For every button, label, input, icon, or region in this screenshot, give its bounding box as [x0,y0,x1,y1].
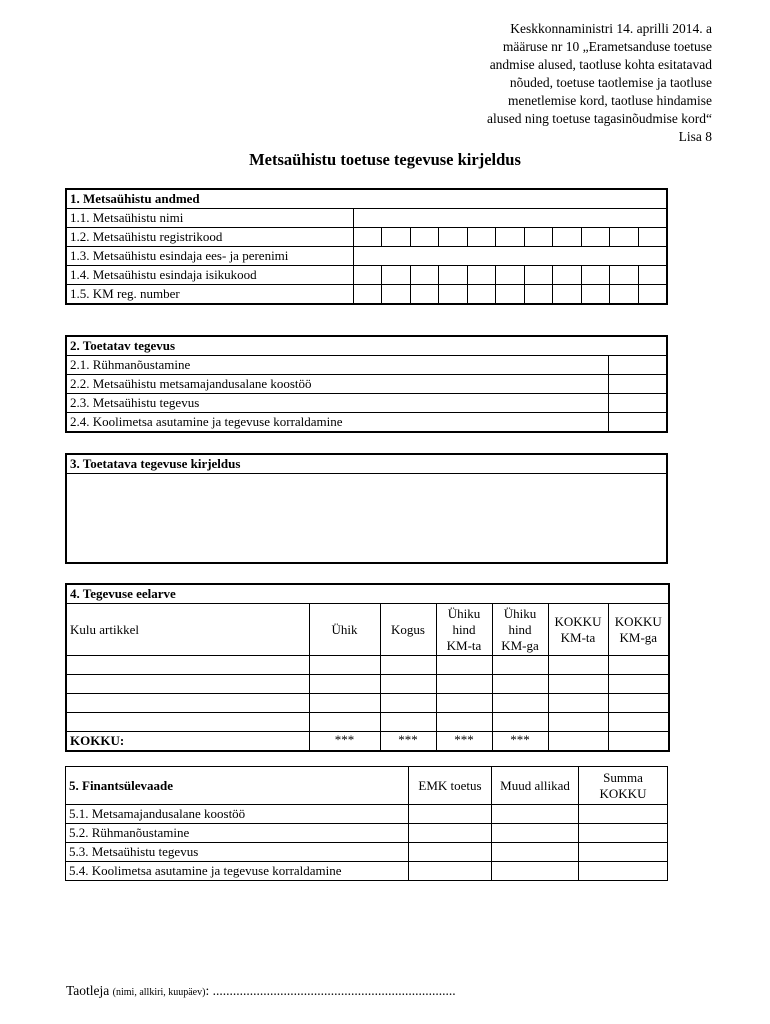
budget-row [66,694,669,713]
budget-cell[interactable] [608,694,669,713]
checkbox-cell[interactable] [608,413,667,433]
column-header: Kogus [380,604,436,656]
budget-cell[interactable] [492,694,548,713]
budget-cell[interactable] [380,656,436,675]
digit-box[interactable] [382,285,411,305]
budget-cell[interactable] [492,675,548,694]
header-line: alused ning toetuse tagasinõudmise kord“ [487,111,712,126]
row-label: 5.2. Rühmanõustamine [66,824,409,843]
budget-row [66,675,669,694]
header-line: Keskkonnaministri 14. aprilli 2014. a [510,21,712,36]
budget-cell[interactable] [436,656,492,675]
digit-box[interactable] [467,266,496,285]
amount-cell[interactable] [409,843,492,862]
budget-cell[interactable] [548,675,608,694]
budget-cell[interactable] [66,694,309,713]
section-heading: 3. Toetatava tegevuse kirjeldus [66,454,667,474]
section-heading: 4. Tegevuse eelarve [66,584,669,604]
digit-box[interactable] [524,228,553,247]
digit-box[interactable] [581,228,610,247]
header-annex: Lisa 8 [678,129,712,144]
signature-label: Taotleja [66,983,110,998]
row-label: 2.1. Rühmanõustamine [66,356,608,375]
header-line: andmise alused, taotluse kohta esitatavad [489,57,712,72]
header-line: määruse nr 10 „Erametsanduse toetuse [502,39,712,54]
budget-cell[interactable] [309,675,380,694]
amount-cell[interactable] [492,824,579,843]
amount-cell[interactable] [409,862,492,881]
row-label: 1.3. Metsaühistu esindaja ees- ja perenimi [66,247,353,266]
budget-cell[interactable] [309,656,380,675]
column-header: KOKKU KM-ga [608,604,669,656]
section-heading: 2. Toetatav tegevus [66,336,667,356]
digit-box[interactable] [524,266,553,285]
section-1-table [65,188,668,305]
row-label: 2.4. Koolimetsa asutamine ja tegevuse korraldamine [66,413,608,433]
association-name-field[interactable] [353,209,667,228]
budget-row [66,656,669,675]
column-header: Ühik [309,604,380,656]
budget-cell[interactable] [608,675,669,694]
budget-cell[interactable] [548,656,608,675]
digit-box[interactable] [382,228,411,247]
budget-cell[interactable] [66,656,309,675]
page-title: Metsaühistu toetuse tegevuse kirjeldus [249,150,521,169]
amount-cell[interactable] [492,862,579,881]
budget-total-row [66,732,669,752]
amount-cell[interactable] [579,824,668,843]
budget-cell[interactable] [548,694,608,713]
section-heading: 1. Metsaühistu andmed [66,189,667,209]
stars: *** [492,732,548,752]
column-header: Kulu artikkel [66,604,309,656]
digit-box[interactable] [496,285,525,305]
budget-cell[interactable] [309,694,380,713]
signature-dots: : ........................................................................ [205,983,456,998]
digit-box[interactable] [553,228,582,247]
budget-cell[interactable] [608,656,669,675]
budget-cell[interactable] [548,713,608,732]
amount-cell[interactable] [579,843,668,862]
description-textarea[interactable] [66,474,667,564]
budget-cell[interactable] [380,675,436,694]
digit-box[interactable] [524,285,553,305]
digit-box[interactable] [610,266,639,285]
total-km-ta-cell[interactable] [548,732,608,752]
section-2-table [65,335,668,433]
checkbox-cell[interactable] [608,356,667,375]
column-header: Ühiku hind KM-ta [436,604,492,656]
amount-cell[interactable] [492,805,579,824]
digit-box[interactable] [439,228,468,247]
section-4-table [65,583,670,752]
column-header: Muud allikad [492,767,579,805]
digit-box[interactable] [439,266,468,285]
row-label: 2.3. Metsaühistu tegevus [66,394,608,413]
digit-box[interactable] [410,285,439,305]
digit-box[interactable] [467,285,496,305]
checkbox-cell[interactable] [608,375,667,394]
regulation-header [392,20,712,146]
stars: *** [309,732,380,752]
row-label: 1.1. Metsaühistu nimi [66,209,353,228]
total-km-ga-cell[interactable] [608,732,669,752]
budget-cell[interactable] [608,713,669,732]
column-header: Summa KOKKU [579,767,668,805]
row-label: 1.4. Metsaühistu esindaja isikukood [66,266,353,285]
digit-box[interactable] [581,285,610,305]
signature-hint: (nimi, allkiri, kuupäev) [112,987,206,998]
column-header: EMK toetus [409,767,492,805]
digit-box[interactable] [353,266,382,285]
section-3-table [65,453,668,564]
row-label: 5.4. Koolimetsa asutamine ja tegevuse korraldamine [66,862,409,881]
row-label: 5.3. Metsaühistu tegevus [66,843,409,862]
digit-box[interactable] [496,228,525,247]
budget-cell[interactable] [309,713,380,732]
budget-cell[interactable] [436,694,492,713]
digit-box[interactable] [553,266,582,285]
budget-cell[interactable] [380,713,436,732]
header-line: nõuded, toetuse taotlemise ja taotluse [509,75,712,90]
section-heading: 5. Finantsülevaade [66,767,409,805]
column-header: Ühiku hind KM-ga [492,604,548,656]
signature-line[interactable] [66,983,456,999]
digit-box[interactable] [353,285,382,305]
amount-cell[interactable] [409,824,492,843]
budget-cell[interactable] [66,713,309,732]
digit-box[interactable] [353,228,382,247]
digit-box[interactable] [410,266,439,285]
digit-box[interactable] [610,228,639,247]
header-line: menetlemise kord, taotluse hindamise [508,93,712,108]
column-header: KOKKU KM-ta [548,604,608,656]
stars: *** [436,732,492,752]
budget-cell[interactable] [380,694,436,713]
row-label: 2.2. Metsaühistu metsamajandusalane koostöö [66,375,608,394]
budget-cell[interactable] [66,675,309,694]
amount-cell[interactable] [409,805,492,824]
amount-cell[interactable] [579,805,668,824]
budget-row [66,713,669,732]
digit-box[interactable] [553,285,582,305]
amount-cell[interactable] [492,843,579,862]
row-label: 1.5. KM reg. number [66,285,353,305]
amount-cell[interactable] [579,862,668,881]
budget-cell[interactable] [436,675,492,694]
section-5-table [65,766,668,881]
representative-name-field[interactable] [353,247,667,266]
stars: *** [380,732,436,752]
budget-cell[interactable] [492,713,548,732]
digit-box[interactable] [439,285,468,305]
digit-box[interactable] [382,266,411,285]
digit-box[interactable] [638,228,667,247]
row-label: 5.1. Metsamajandusalane koostöö [66,805,409,824]
checkbox-cell[interactable] [608,394,667,413]
row-label: 1.2. Metsaühistu registrikood [66,228,353,247]
digit-box[interactable] [496,266,525,285]
digit-box[interactable] [581,266,610,285]
digit-box[interactable] [638,266,667,285]
digit-box[interactable] [410,228,439,247]
budget-cell[interactable] [492,656,548,675]
total-label: KOKKU: [66,732,309,752]
digit-box[interactable] [610,285,639,305]
digit-box[interactable] [638,285,667,305]
digit-box[interactable] [467,228,496,247]
budget-cell[interactable] [436,713,492,732]
